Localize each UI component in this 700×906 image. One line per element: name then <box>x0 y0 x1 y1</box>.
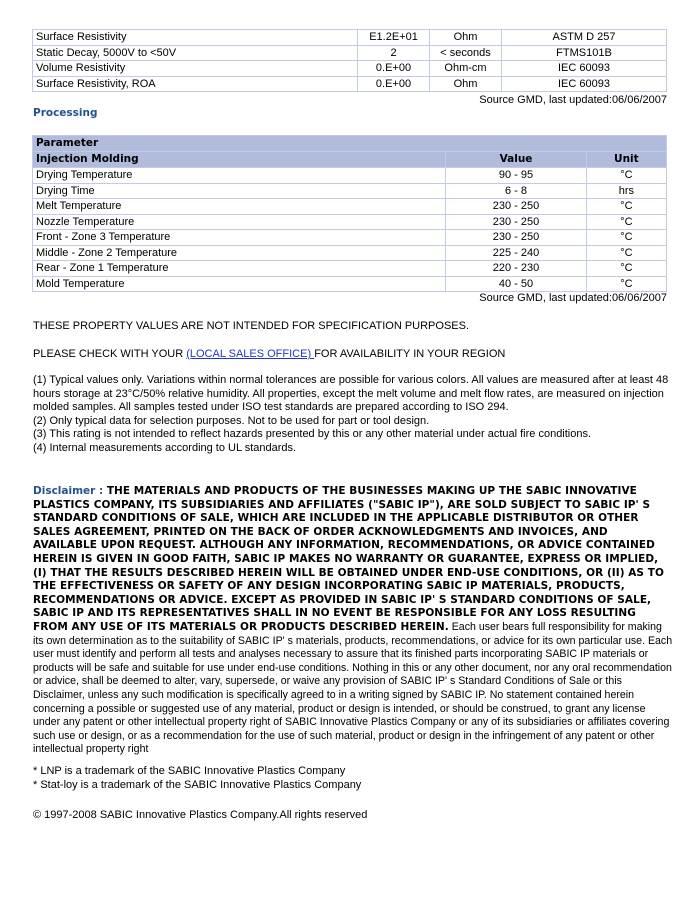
footnotes <box>33 374 669 456</box>
header-injection-molding: Injection Molding <box>33 152 445 167</box>
trademarks <box>33 764 669 792</box>
availability-prefix: PLEASE CHECK WITH YOUR <box>33 348 187 360</box>
parameter-name: Drying Temperature <box>33 168 445 183</box>
table-row <box>33 261 666 276</box>
property-unit: Ohm <box>430 30 501 45</box>
table-row <box>33 277 666 292</box>
footnote: (4) Internal measurements according to UL standards. <box>33 441 297 454</box>
table-row <box>33 230 666 245</box>
property-value: 0.E+00 <box>358 77 429 92</box>
parameter-name: Rear - Zone 1 Temperature <box>33 261 445 276</box>
parameter-name: Middle - Zone 2 Temperature <box>33 246 445 261</box>
parameter-unit: °C <box>587 277 666 292</box>
local-sales-office-link[interactable]: (LOCAL SALES OFFICE) <box>186 348 315 360</box>
specification-warning: THESE PROPERTY VALUES ARE NOT INTENDED FOR SPECIFICATION PURPOSES. <box>33 320 470 332</box>
table-row <box>33 46 666 61</box>
parameter-value: 230 - 250 <box>446 215 585 230</box>
footnote: (1) Typical values only. Variations within normal tolerances are possible for various colors. All values are measured after at least 48 hours storage at 23°C/50% relative humidity. All properties, except the melt volume and melt flow rates, are measured on injection molded samples. All samples tested under ISO test standards are prepared according to ISO 294. <box>33 374 669 414</box>
parameter-value: 40 - 50 <box>446 277 585 292</box>
properties-source-note: Source GMD, last updated:06/06/2007 <box>479 94 667 106</box>
processing-table <box>32 135 667 292</box>
property-unit: Ohm-cm <box>430 61 501 76</box>
processing-section-title: Processing <box>33 107 98 119</box>
properties-table <box>32 29 667 92</box>
property-unit: < seconds <box>430 46 501 61</box>
parameter-unit: °C <box>587 261 666 276</box>
disclaimer <box>33 485 673 757</box>
table-header-row <box>33 136 666 151</box>
parameter-unit: °C <box>587 168 666 183</box>
parameter-value: 225 - 240 <box>446 246 585 261</box>
table-row <box>33 77 666 92</box>
footnote: (2) Only typical data for selection purposes. Not to be used for part or tool design. <box>33 414 430 427</box>
property-value: 0.E+00 <box>358 61 429 76</box>
property-standard: IEC 60093 <box>502 61 666 76</box>
property-standard: FTMS101B <box>502 46 666 61</box>
parameter-unit: °C <box>587 199 666 214</box>
table-row <box>33 215 666 230</box>
parameter-unit: °C <box>587 246 666 261</box>
table-row <box>33 30 666 45</box>
availability-suffix: FOR AVAILABILITY IN YOUR REGION <box>314 348 506 360</box>
disclaimer-body-text: Each user bears full responsibility for making its own determination as to the suitability of SABIC IP' s materials, products, recommendations, or advice for its own particular use. Each user must identify and perform all tests and analyses necessary to assure that its finished parts incorporating SABIC IP materials or products will be safe and suitable for use under end-use conditions. Nothing in this or any other document, nor any oral recommendation or advice, shall be deemed to alter, vary, supersede, or waive any provision of SABIC IP' s Standard Conditions of Sale or this Disclaimer, unless any such modification is specifically agreed to in a writing signed by SABIC IP. No statement contained herein concerning a possible or suggested use of any material, product or design is intended, or should be construed, to grant any license under any patent or other intellectual property right of SABIC Innovative Plastics Company or any of its subsidiaries or affiliates covering such use or design, or as a recommendation for the use of such material, product or design in the infringement of any patent or other intellectual property right <box>33 620 673 756</box>
parameter-name: Nozzle Temperature <box>33 215 445 230</box>
table-header-row <box>33 152 666 167</box>
parameter-value: 220 - 230 <box>446 261 585 276</box>
header-parameter: Parameter <box>33 136 666 151</box>
trademark-note: * LNP is a trademark of the SABIC Innovative Plastics Company <box>33 765 346 777</box>
table-row <box>33 168 666 183</box>
parameter-name: Drying Time <box>33 184 445 199</box>
table-row <box>33 246 666 261</box>
property-standard: ASTM D 257 <box>502 30 666 45</box>
copyright: © 1997-2008 SABIC Innovative Plastics Company.All rights reserved <box>33 809 368 821</box>
parameter-value: 230 - 250 <box>446 199 585 214</box>
parameter-unit: hrs <box>587 184 666 199</box>
disclaimer-label: Disclaimer : <box>33 485 107 497</box>
property-value: 2 <box>358 46 429 61</box>
parameter-name: Front - Zone 3 Temperature <box>33 230 445 245</box>
processing-source-note: Source GMD, last updated:06/06/2007 <box>479 292 667 304</box>
footnote: (3) This rating is not intended to reflect hazards presented by this or any other material under actual fire conditions. <box>33 428 592 441</box>
property-name: Surface Resistivity <box>33 30 357 45</box>
table-row <box>33 184 666 199</box>
availability-notice <box>33 347 669 361</box>
header-value: Value <box>446 152 585 167</box>
table-row <box>33 199 666 214</box>
property-standard: IEC 60093 <box>502 77 666 92</box>
header-unit: Unit <box>587 152 666 167</box>
parameter-unit: °C <box>587 230 666 245</box>
property-name: Static Decay, 5000V to <50V <box>33 46 357 61</box>
trademark-note: * Stat-loy is a trademark of the SABIC Innovative Plastics Company <box>33 779 362 791</box>
disclaimer-bold-text: THE MATERIALS AND PRODUCTS OF THE BUSINESSES MAKING UP THE SABIC INNOVATIVE PLASTICS COMPANY, ITS SUBSIDIARIES AND AFFILIATES ("SABIC IP"), ARE SOLD SUBJECT TO SABIC IP' S STANDARD CONDITIONS OF SALE, WHICH ARE INCLUDED IN THE APPLICABLE DISTRIBUTOR OR OTHER SALES AGREEMENT, PRINTED ON THE BACK OF ORDER ACKNOWLEDGMENTS AND INVOICES, AND AVAILABLE UPON REQUEST. ALTHOUGH ANY INFORMATION, RECOMMENDATIONS, OR ADVICE CONTAINED HEREIN IS GIVEN IN GOOD FAITH, SABIC IP MAKES NO WARRANTY OR GUARANTEE, EXPRESS OR IMPLIED, (I) THAT THE RESULTS DESCRIBED HEREIN WILL BE OBTAINED UNDER END-USE CONDITIONS, OR (II) AS TO THE EFFECTIVENESS OR SAFETY OF ANY DESIGN INCORPORATING SABIC IP MATERIALS, PRODUCTS, RECOMMENDATIONS OR ADVICE. EXCEPT AS PROVIDED IN SABIC IP' S STANDARD CONDITIONS OF SALE, SABIC IP AND ITS REPRESENTATIVES SHALL IN NO EVENT BE RESPONSIBLE FOR ANY LOSS RESULTING FROM ANY USE OF ITS MATERIALS OR PRODUCTS DESCRIBED HEREIN. <box>33 485 664 633</box>
property-unit: Ohm <box>430 77 501 92</box>
property-value: E1.2E+01 <box>358 30 429 45</box>
parameter-value: 6 - 8 <box>446 184 585 199</box>
parameter-unit: °C <box>587 215 666 230</box>
parameter-name: Mold Temperature <box>33 277 445 292</box>
parameter-value: 90 - 95 <box>446 168 585 183</box>
property-name: Surface Resistivity, ROA <box>33 77 357 92</box>
parameter-value: 230 - 250 <box>446 230 585 245</box>
property-name: Volume Resistivity <box>33 61 357 76</box>
parameter-name: Melt Temperature <box>33 199 445 214</box>
table-row <box>33 61 666 76</box>
